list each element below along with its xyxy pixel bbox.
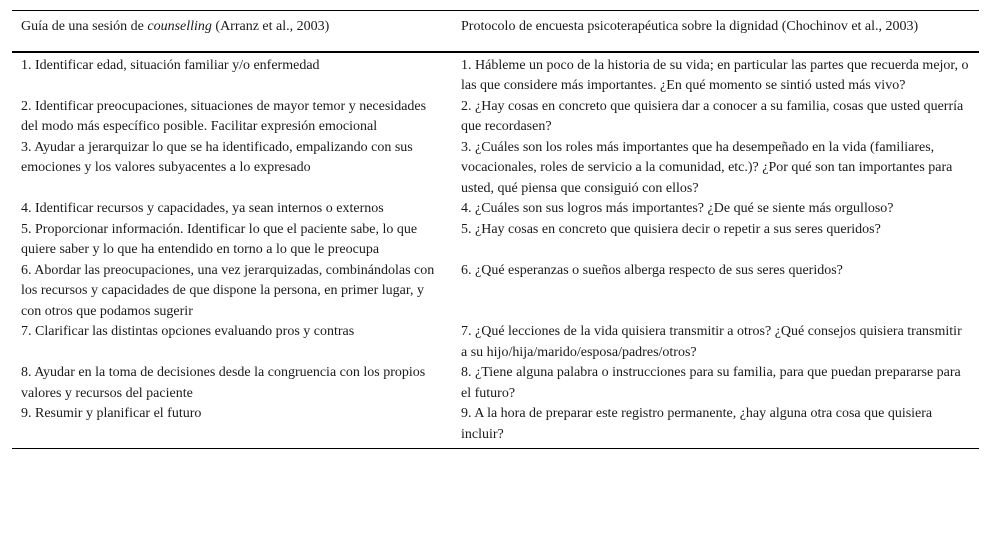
header-row	[12, 11, 979, 52]
cell-dignity-question: 7. ¿Qué lecciones de la vida quisiera transmitir a otros? ¿Qué consejos quisiera transmitir a su hijo/hija/marido/esposa/padres/otros?	[461, 324, 962, 360]
table-body	[12, 52, 979, 449]
table-row	[12, 261, 979, 323]
cell-dignity-question: 5. ¿Hay cosas en concreto que quisiera decir o repetir a sus seres queridos?	[461, 221, 881, 237]
table-header	[12, 11, 979, 52]
table-row	[12, 363, 979, 404]
cell-dignity-question: 2. ¿Hay cosas en concreto que quisiera dar a conocer a su familia, cosas que usted querría que recordasen?	[461, 98, 964, 134]
cell-counselling-step: 3. Ayudar a jerarquizar lo que se ha identificado, empalizando con sus emociones y los valores subyacentes a lo expresado	[21, 139, 413, 175]
header-col1-prefix: Guía de una sesión de	[21, 19, 148, 34]
table-row	[12, 138, 979, 200]
header-col1-italic: counselling	[147, 19, 212, 34]
header-counselling-guide	[12, 11, 452, 52]
comparison-table	[12, 10, 979, 449]
table-row	[12, 322, 979, 363]
cell-dignity-question: 4. ¿Cuáles son sus logros más importantes? ¿De qué se siente más orgulloso?	[461, 201, 894, 216]
table-row	[12, 199, 979, 220]
cell-dignity-question: 6. ¿Qué esperanzas o sueños alberga respecto de sus seres queridos?	[461, 262, 843, 278]
table-row	[12, 404, 979, 449]
cell-dignity-question: 8. ¿Tiene alguna palabra o instrucciones para su familia, para que puedan prepararse para el futuro?	[461, 365, 961, 401]
cell-counselling-step: 5. Proporcionar información. Identificar lo que el paciente sabe, lo que quiere saber y lo que ha entendido en torno a lo que le preocupa	[21, 221, 418, 257]
cell-dignity-question: 1. Hábleme un poco de la historia de su vida; en particular las partes que recuerda mejor, o las que considere más importantes. ¿En qué momento se sintió usted más vivo?	[461, 57, 969, 93]
cell-counselling-step: 4. Identificar recursos y capacidades, ya sean internos o externos	[21, 201, 384, 216]
table-row	[12, 220, 979, 261]
cell-dignity-question: 3. ¿Cuáles son los roles más importantes que ha desempeñado en la vida (familiares, vocacionales, roles de servicio a la comunidad, etc.)? ¿Por qué son tan importantes para usted, qué piensa que consiguió con ellos?	[461, 139, 953, 196]
cell-counselling-step: 9. Resumir y planificar el futuro	[21, 406, 202, 421]
cell-counselling-step: 8. Ayudar en la toma de decisiones desde la congruencia con los propios valores y recursos del paciente	[21, 365, 426, 401]
table-row	[12, 97, 979, 138]
comparison-table-container	[12, 10, 979, 449]
cell-counselling-step: 6. Abordar las preocupaciones, una vez jerarquizadas, combinándolas con los recursos y capacidades de que dispone la persona, en primer lugar, y con otros que podamos sugerir	[21, 262, 435, 319]
cell-counselling-step: 7. Clarificar las distintas opciones evaluando pros y contras	[21, 324, 355, 339]
header-col1-suffix: (Arranz et al., 2003)	[211, 19, 330, 34]
cell-counselling-step: 1. Identificar edad, situación familiar y/o enfermedad	[21, 57, 320, 73]
table-row	[12, 52, 979, 97]
cell-counselling-step: 2. Identificar preocupaciones, situaciones de mayor temor y necesidades del modo más específico posible. Facilitar expresión emocional	[21, 98, 427, 134]
header-dignity-protocol: Protocolo de encuesta psicoterapéutica sobre la dignidad (Chochinov et al., 2003)	[461, 19, 919, 34]
cell-dignity-question: 9. A la hora de preparar este registro permanente, ¿hay alguna otra cosa que quisiera incluir?	[461, 406, 933, 442]
